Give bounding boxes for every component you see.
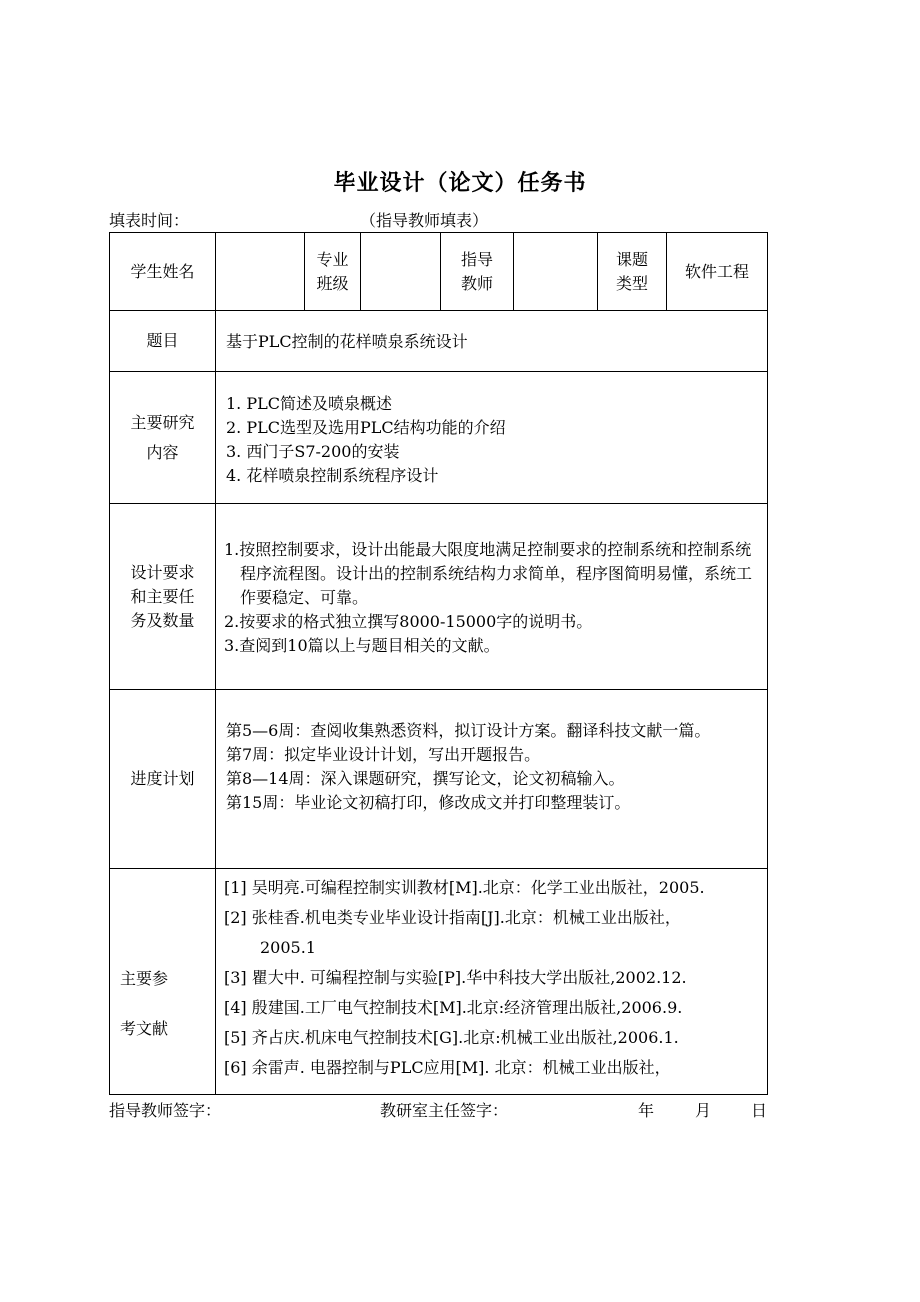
major-class-value [361,233,440,310]
student-name-value [216,233,304,310]
requirements-label: 设计要求 和主要任 务及数量 [130,562,195,630]
reference-item-continuation: 2005.1 [260,938,316,957]
fill-time-label: 填表时间： [109,211,190,230]
year-label: 年 [638,1101,655,1120]
requirements-content [224,538,762,658]
row-divider [110,868,767,869]
reference-item: [5] 齐占庆.机床电气控制技术[G].北京:机械工业出版社,2006.1. [224,1028,679,1047]
schedule-item: 第8—14周：深入课题研究，撰写论文，论文初稿输入。 [226,769,625,788]
list-item: 3. 西门子S7-200的安装 [226,442,400,461]
schedule-item: 第5—6周：查阅收集熟悉资料，拟订设计方案。翻译科技文献一篇。 [226,721,711,740]
list-item: 4. 花样喷泉控制系统程序设计 [226,466,439,485]
student-name-label: 学生姓名 [130,261,195,281]
references-list [224,873,766,1083]
schedule-item: 第15周：毕业论文初稿打印，修改成文并打印整理装订。 [226,793,631,812]
topic-value: 基于PLC控制的花样喷泉系统设计 [226,332,468,351]
document-title: 毕业设计（论文）任务书 [333,171,587,196]
month-label: 月 [695,1101,712,1120]
references-label: 主要参 考文献 [120,969,169,1038]
requirement-item: 1.按照控制要求，设计出能最大限度地满足控制要求的控制系统和控制系统程序流程图。设计出的控制系统结构力求简单，程序图简明易懂，系统工作要稳定、可靠。 [224,540,753,607]
reference-item: [2] 张桂香.机电类专业毕业设计指南[J].北京：机械工业出版社， [224,908,681,927]
research-label: 主要研究 内容 [130,412,195,462]
schedule-content [226,719,762,815]
advisor-label: 指导 教师 [460,249,493,293]
topic-label: 题目 [146,331,179,350]
requirement-item: 2.按要求的格式独立撰写8000-15000字的说明书。 [224,612,593,631]
research-content-list [226,392,756,488]
reference-item: [4] 殷建国.工厂电气控制技术[M].北京:经济管理出版社,2006.9. [224,998,683,1017]
list-item: 1. PLC简述及喷泉概述 [226,394,392,413]
topic-type-value: 软件工程 [684,261,749,281]
topic-type-label: 课题 类型 [615,249,648,293]
reference-item: [1] 吴明亮.可编程控制实训教材[M].北京：化学工业出版社，2005. [224,878,705,897]
advisor-value [514,233,597,310]
fill-note: （指导教师填表） [360,211,489,230]
task-form-table [109,232,768,1095]
major-class-label: 专业 班级 [316,249,349,293]
reference-item: [6] 余雷声. 电器控制与PLC应用[M]. 北京：机械工业出版社， [224,1058,671,1077]
label-column-divider [215,233,216,1094]
list-item: 2. PLC选型及选用PLC结构功能的介绍 [226,418,506,437]
advisor-signature-label: 指导教师签字： [109,1101,222,1120]
schedule-label: 进度计划 [130,769,195,788]
reference-item: [3] 瞿大中. 可编程控制与实验[P].华中科技大学出版社,2002.12. [224,968,687,987]
day-label: 日 [751,1101,768,1120]
schedule-item: 第7周：拟定毕业设计计划，写出开题报告。 [226,745,541,764]
requirement-item: 3.查阅到10篇以上与题目相关的文献。 [224,636,500,655]
director-signature-label: 教研室主任签字： [380,1101,509,1120]
